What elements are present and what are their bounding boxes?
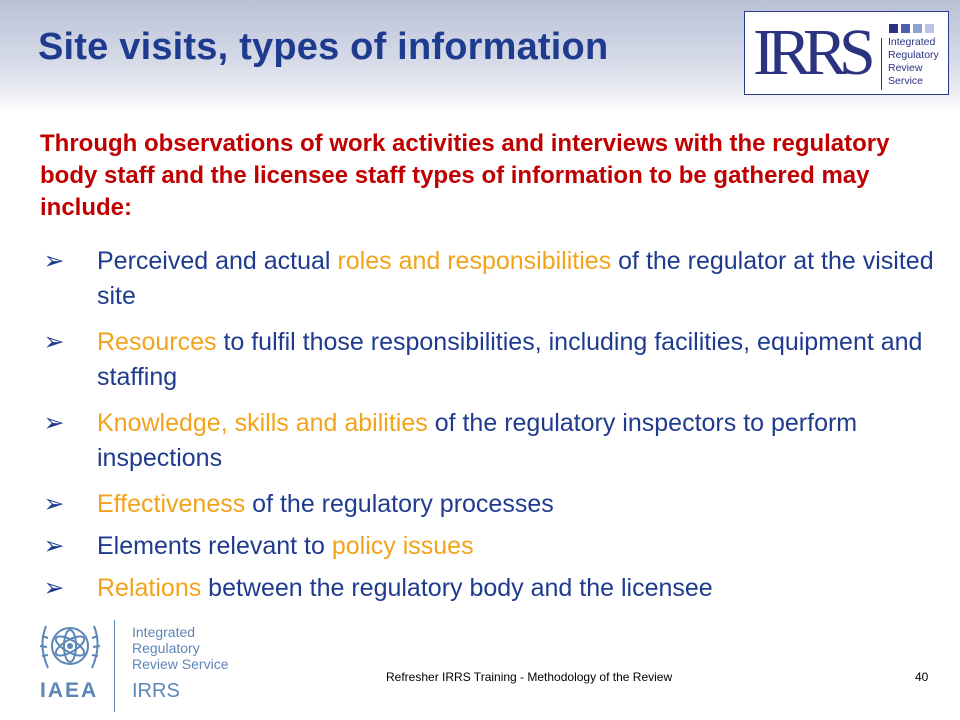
footer-logo-name-line: Regulatory [132,640,200,656]
bullet-item [40,571,940,611]
footer-logo-divider [114,620,115,712]
logo-square [901,24,910,33]
arrow-bullet-icon: ➢ [43,490,65,518]
bullet-highlight: policy issues [331,532,474,560]
bullet-text: Elements relevant to [97,532,332,560]
bullet-highlight: roles and responsibilities [337,247,612,275]
footer-logo-abbr: IRRS [132,680,180,702]
bullet-highlight: Resources [97,328,217,356]
bullet-item [40,325,940,406]
irrs-logo-word: Service [888,75,924,87]
irrs-logo-word: Regulatory [888,49,939,61]
arrow-bullet-icon: ➢ [43,328,65,356]
footer-text: Refresher IRRS Training - Methodology of the Review [386,670,673,684]
arrow-bullet-icon: ➢ [43,574,65,602]
bullet-highlight: Knowledge, skills and abilities [97,409,428,437]
iaea-irrs-footer-logo [34,610,230,720]
bullet-text: between the regulatory body and the licensee [201,574,713,602]
arrow-bullet-icon: ➢ [43,247,65,275]
bullet-text: Perceived and actual [97,247,338,275]
bullet-item [40,529,940,571]
footer-logo-name-line: Integrated [132,624,196,640]
logo-square [925,24,934,33]
bullet-item [40,406,940,487]
logo-square [913,24,922,33]
bullet-text: of the regulator at the visited site [97,247,934,310]
iaea-wordmark: IAEA [40,679,99,702]
irrs-logo-words [888,36,939,88]
irrs-logo-icon [744,11,949,95]
slide-title: Site visits, types of information [38,26,609,68]
bullet-item [40,487,940,529]
irrs-logo-word: Review [888,62,923,74]
bullet-highlight: Effectiveness [97,490,246,518]
footer-logo-name [132,624,228,672]
arrow-bullet-icon: ➢ [43,532,65,560]
irrs-logo-word: Integrated [888,36,936,48]
intro-text: Through observations of work activities and interviews with the regulatory body staff and the licensee staff types of information to be gathered may include: [40,130,890,221]
un-emblem-icon [34,616,106,680]
bullet-highlight: Relations [97,574,202,602]
bullet-text: of the regulatory processes [245,490,554,518]
arrow-bullet-icon: ➢ [43,409,65,437]
bullet-list [40,244,940,611]
bullet-text: of the regulatory inspectors to perform inspections [97,409,858,472]
logo-square [889,24,898,33]
irrs-logo-divider [881,38,882,90]
bullet-text: to fulfil those responsibilities, including facilities, equipment and staffing [97,328,923,391]
bullet-item [40,244,940,325]
irrs-logo-mark: IRRS [753,16,868,89]
page-number: 40 [915,670,929,684]
footer-logo-name-line: Review Service [132,656,229,672]
